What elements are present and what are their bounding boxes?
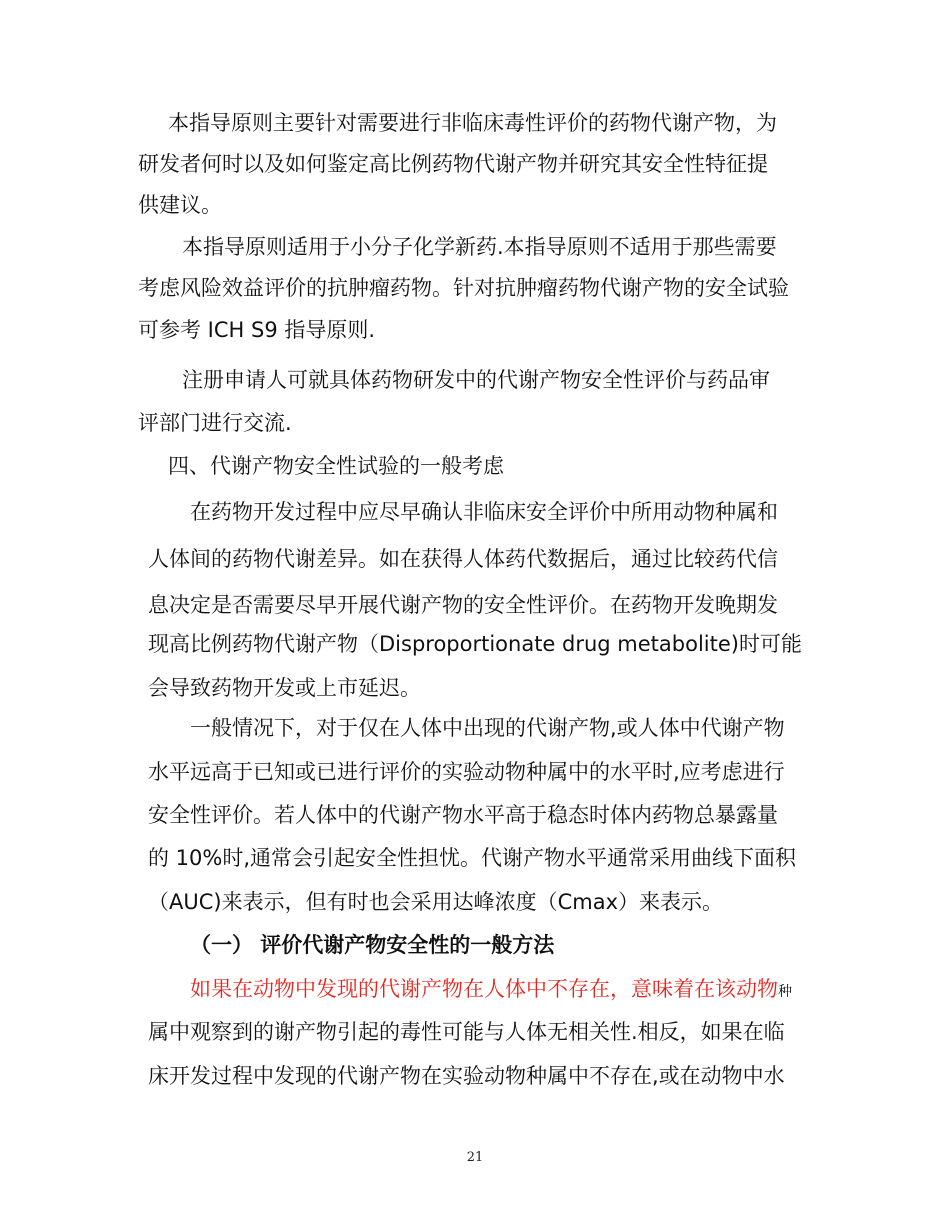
- text-line: 床开发过程中发现的代谢产物在实验动物种属中不存在,或在动物中水: [148, 1064, 785, 1088]
- subsection-heading: （一） 评价代谢产物安全性的一般方法: [190, 933, 555, 957]
- highlighted-line: [190, 969, 792, 1009]
- section-heading: 四、代谢产物安全性试验的一般考虑: [168, 454, 504, 478]
- text-line: 本指导原则适用于小分子化学新药.本指导原则不适用于那些需要: [182, 235, 777, 259]
- page-number: 21: [466, 1150, 484, 1165]
- text-line: 属中观察到的谢产物引起的毒性可能与人体无相关性.相反，如果在临: [148, 1020, 785, 1044]
- line-tail-text: 种: [778, 984, 792, 1000]
- text-line: 现高比例药物代谢产物（Disproportionate drug metabolite)时可能: [148, 632, 802, 656]
- text-line: （AUC)来表示，但有时也会采用达峰浓度（Cmax）来表示。: [148, 890, 724, 914]
- text-line: 人体间的药物代谢差异。如在获得人体药代数据后，通过比较药代信: [148, 547, 778, 571]
- text-line: 水平远高于已知或已进行评价的实验动物种属中的水平时,应考虑进行: [148, 760, 785, 784]
- text-line: 考虑风险效益评价的抗肿瘤药物。针对抗肿瘤药物代谢产物的安全试验: [138, 276, 789, 300]
- highlighted-text: 如果在动物中发现的代谢产物在人体中不存在，意味着在该动物: [190, 977, 778, 1001]
- text-line: 在药物开发过程中应尽早确认非临床安全评价中所用动物种属和: [190, 500, 778, 524]
- text-line: 的 10%时,通常会引起安全性担忧。代谢产物水平通常采用曲线下面积: [148, 846, 797, 870]
- text-line: 安全性评价。若人体中的代谢产物水平高于稳态时体内药物总暴露量: [148, 803, 778, 827]
- text-line: 息决定是否需要尽早开展代谢产物的安全性评价。在药物开发晚期发: [148, 593, 778, 617]
- text-line: 研发者何时以及如何鉴定高比例药物代谢产物并研究其安全性特征提: [138, 152, 768, 176]
- text-line: 注册申请人可就具体药物研发中的代谢产物安全性评价与药品审: [182, 368, 770, 392]
- text-line: 会导致药物开发或上市延迟。: [148, 676, 421, 700]
- text-line: 可参考 ICH S9 指导原则.: [138, 318, 376, 342]
- text-line: 本指导原则主要针对需要进行非临床毒性评价的药物代谢产物，为: [168, 111, 777, 135]
- text-line: 评部门进行交流.: [138, 411, 292, 435]
- text-line: 一般情况下，对于仅在人体中出现的代谢产物,或人体中代谢产物: [190, 716, 785, 740]
- text-line: 供建议。: [138, 193, 222, 217]
